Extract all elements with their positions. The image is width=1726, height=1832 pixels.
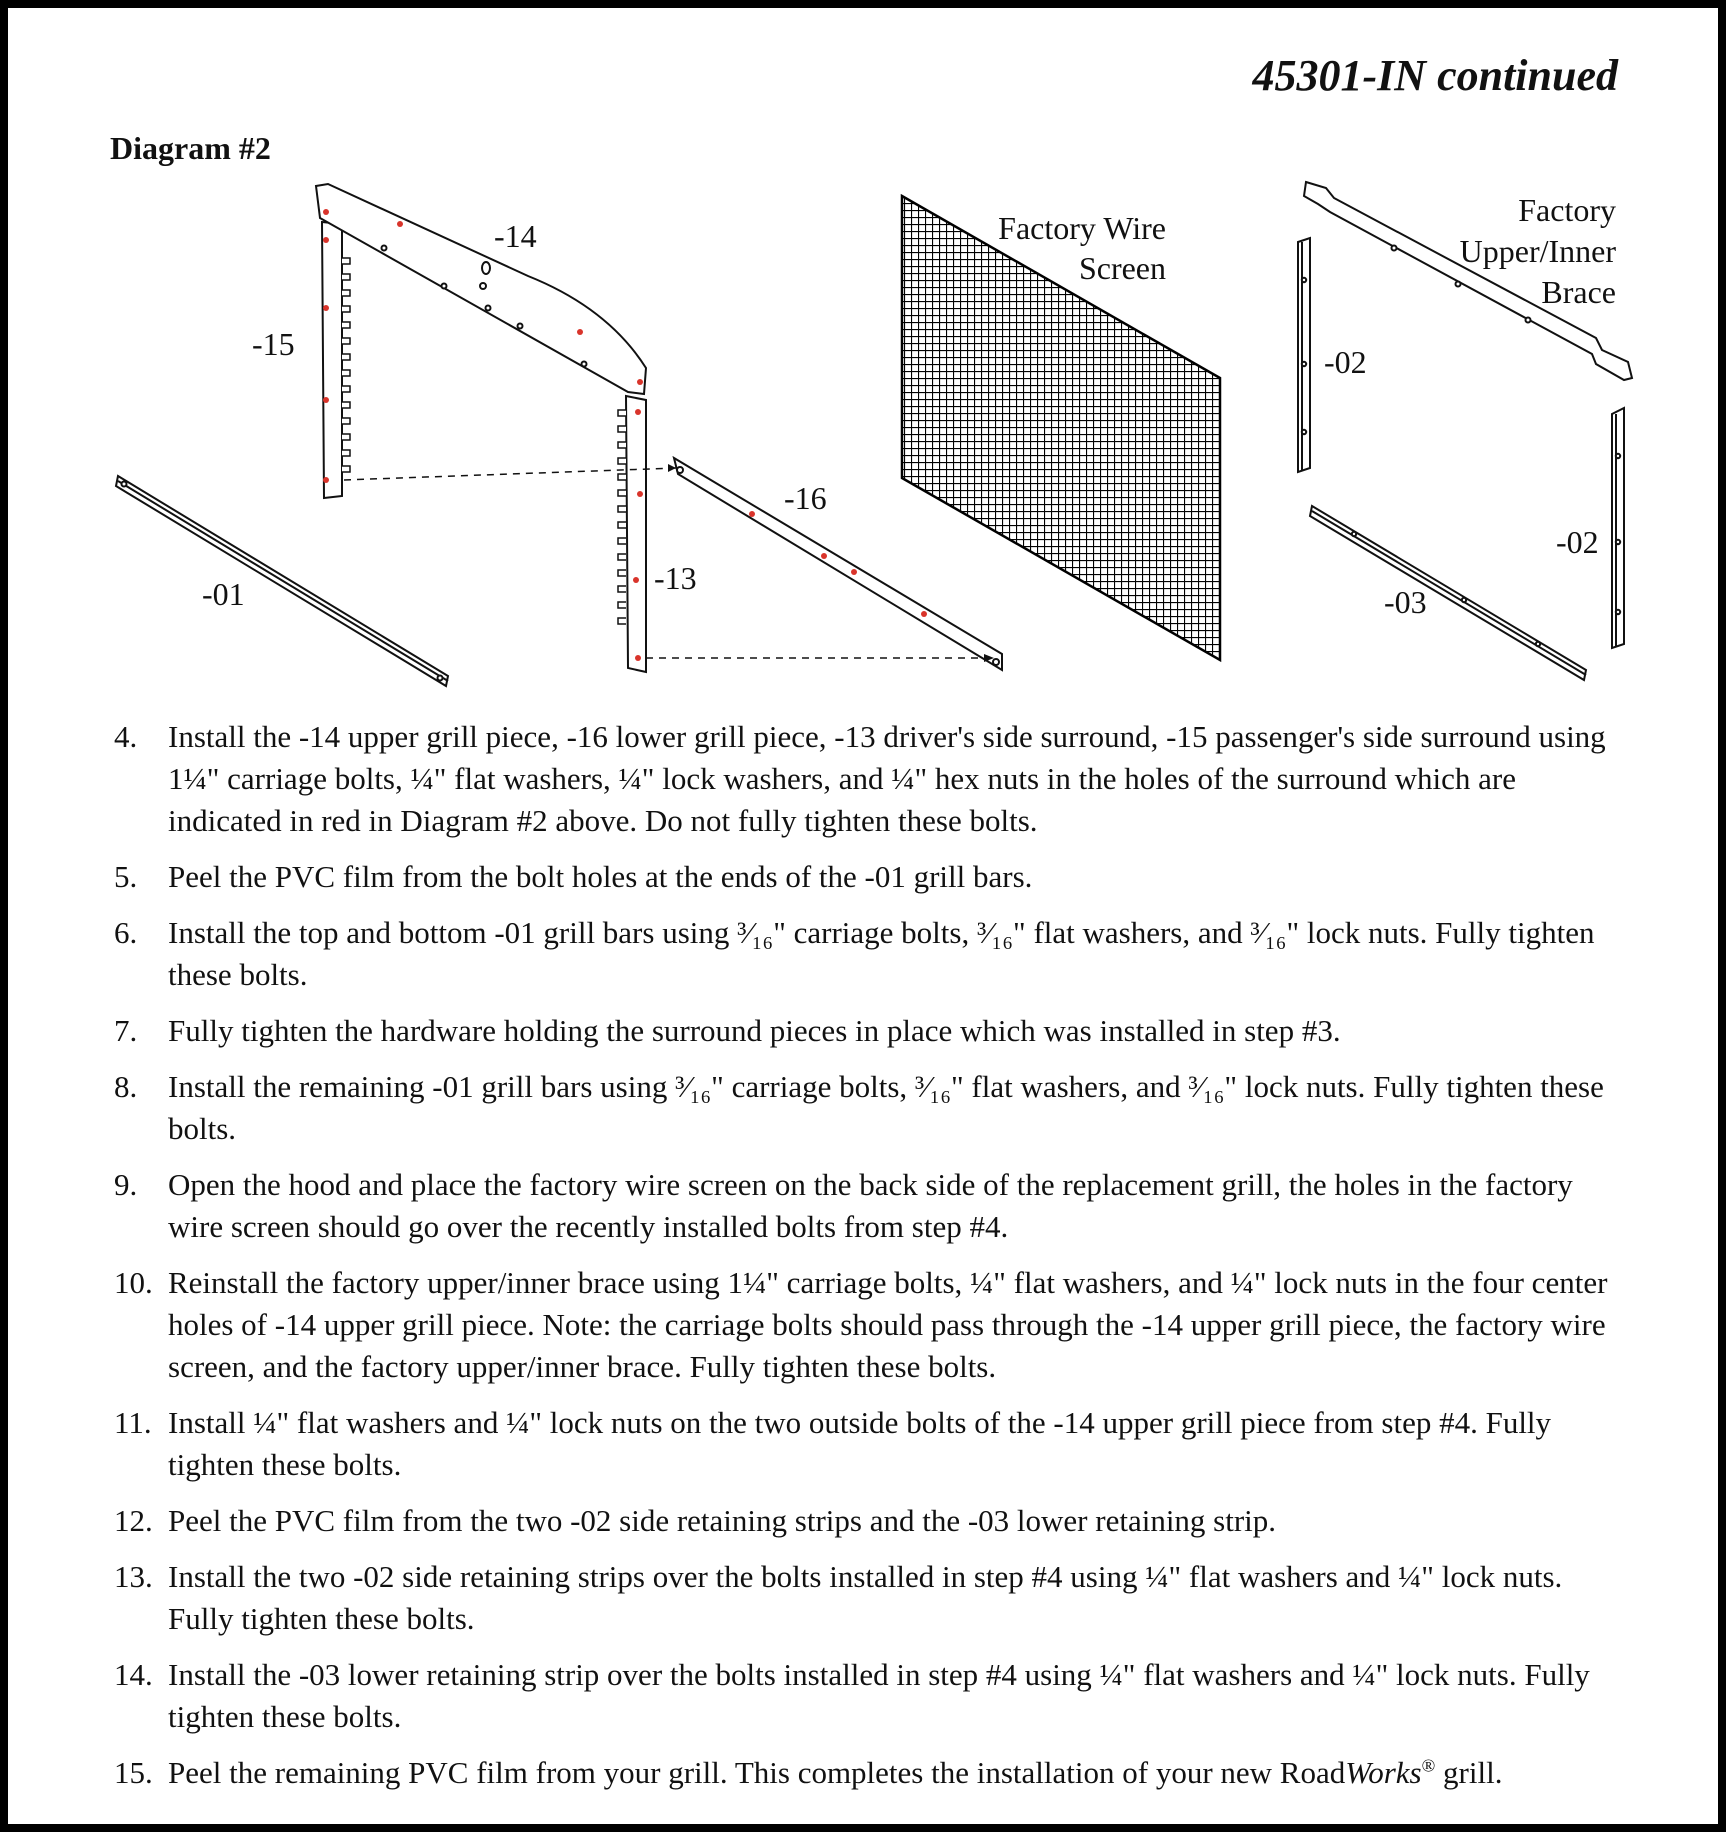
passenger-side-surround-15 [322, 222, 350, 498]
step-item [114, 1402, 1634, 1486]
upper-grill-piece-14 [316, 184, 646, 394]
step-number: 5. [114, 859, 138, 894]
exploded-parts-diagram [8, 168, 1718, 688]
step-item [114, 912, 1634, 996]
step-text: Open the hood and place the factory wire screen on the back side of the replacement grill, the holes in the factory wire screen should go over the recently installed bolts from step #4. [168, 1167, 1573, 1244]
part-label-16: -16 [784, 480, 827, 516]
grill-bar-01 [116, 476, 448, 686]
step-text: Install the two -02 side retaining strips over the bolts installed in step #4 using ¼" flat washers and ¼" lock nuts. Fully tighten these bolts. [168, 1559, 1563, 1636]
step-number: 12. [114, 1503, 153, 1538]
step-text: Install the -14 upper grill piece, -16 lower grill piece, -13 driver's side surround, -15 passenger's side surround using 1¼" carriage bolts, ¼" flat washers, ¼" lock washers, and ¼" hex nuts in the holes of the surround which are indicated in red in Diagram #2 above. Do not fully tighten these bolts. [168, 719, 1606, 838]
step-number: 8. [114, 1069, 138, 1104]
step-text: Install the -03 lower retaining strip over the bolts installed in step #4 using ¼" flat washers and ¼" lock nuts. Fully tighten these bolts. [168, 1657, 1590, 1734]
side-retaining-strip-02-left [1298, 238, 1310, 472]
step-number: 11. [114, 1405, 152, 1440]
step-number: 4. [114, 719, 138, 754]
red-bolt-holes [323, 209, 927, 661]
part-label-15: -15 [252, 326, 295, 362]
side-retaining-strip-02-right [1612, 408, 1624, 648]
step-text: Peel the PVC film from the two -02 side retaining strips and the -03 lower retaining strip. [168, 1503, 1277, 1538]
step-item [114, 1556, 1634, 1640]
step-text-end: grill. [1435, 1755, 1503, 1790]
drivers-side-surround-13 [618, 396, 646, 672]
registered-mark: ® [1421, 1755, 1436, 1776]
diagram-title: Diagram #2 [110, 130, 271, 166]
factory-brace-label: Factory Upper/Inner Brace [1459, 192, 1616, 310]
step-item [114, 1066, 1634, 1150]
step-item [114, 1262, 1634, 1388]
factory-wire-screen-label: Factory Wire Screen [998, 210, 1166, 286]
document-reference: 45301-IN continued [1252, 51, 1618, 100]
step-item [114, 1752, 1634, 1794]
step-item [114, 716, 1634, 842]
step-item [114, 1500, 1634, 1542]
part-label-01: -01 [202, 576, 245, 612]
step-number: 9. [114, 1167, 138, 1202]
part-label-03: -03 [1384, 584, 1427, 620]
step-item [114, 1010, 1634, 1052]
part-label-14: -14 [494, 218, 537, 254]
step-item [114, 856, 1634, 898]
step-number: 13. [114, 1559, 153, 1594]
step-item [114, 1164, 1634, 1248]
lower-retaining-strip-03 [1310, 506, 1586, 680]
step-text: Fully tighten the hardware holding the surround pieces in place which was installed in step #3. [168, 1013, 1341, 1048]
step-text: Peel the remaining PVC film from your grill. This completes the installation of your new Road [168, 1755, 1346, 1790]
step-text: Reinstall the factory upper/inner brace using 1¼" carriage bolts, ¼" flat washers, and ¼" lock nuts in the four center holes of -14 upper grill piece. Note: the carriage bolts should pass through the -14 upper grill piece, the factory wire screen, and the factory upper/inner brace. Fully tighten these bolts. [168, 1265, 1608, 1384]
instruction-steps [114, 716, 1634, 1808]
brand-name-italic: Works [1345, 1755, 1422, 1790]
step-text: Install ¼" flat washers and ¼" lock nuts on the two outside bolts of the -14 upper grill piece from step #4. Fully tighten these bolts. [168, 1405, 1552, 1482]
step-item [114, 1654, 1634, 1738]
step-number: 10. [114, 1265, 153, 1300]
step-number: 15. [114, 1755, 153, 1790]
step-number: 6. [114, 915, 138, 950]
part-label-02-right: -02 [1556, 524, 1599, 560]
step-number: 14. [114, 1657, 153, 1692]
step-number: 7. [114, 1013, 138, 1048]
step-text: Install the remaining -01 grill bars using ³⁄₁₆" carriage bolts, ³⁄₁₆" flat washers, and ³⁄₁₆" lock nuts. Fully tighten these bolts. [168, 1069, 1604, 1146]
step-text: Peel the PVC film from the bolt holes at the ends of the -01 grill bars. [168, 859, 1033, 894]
step-text: Install the top and bottom -01 grill bars using ³⁄₁₆" carriage bolts, ³⁄₁₆" flat washers, and ³⁄₁₆" lock nuts. Fully tighten these bolts. [168, 915, 1595, 992]
part-label-02-left: -02 [1324, 344, 1367, 380]
part-label-13: -13 [654, 560, 697, 596]
